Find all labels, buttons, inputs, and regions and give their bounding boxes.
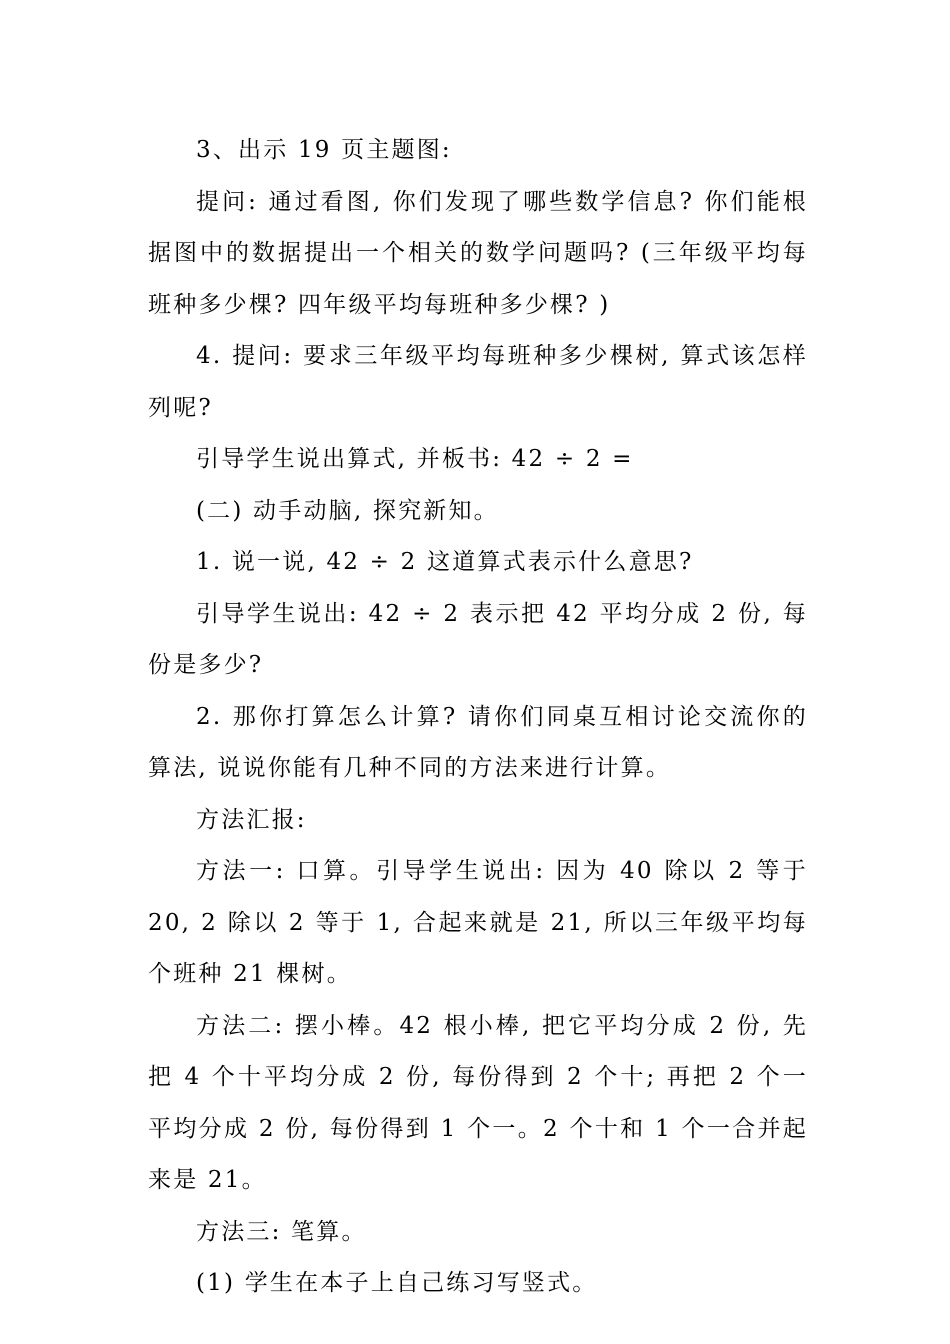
paragraph-method-two: 方法二: 摆小棒。42 根小棒, 把它平均分成 2 份, 先把 4 个十平均分成 2 份, 每份得到 2 个十; 再把 2 个一平均分成 2 份, 每份得到 1 个一。2 个十和 1 个一合并起来是 21。 bbox=[148, 1012, 808, 1193]
paragraph-method-three: 方法三: 笔算。 bbox=[196, 1218, 367, 1245]
paragraph-meaning: 1. 说一说, 42 ÷ 2 这道算式表示什么意思? bbox=[196, 549, 694, 575]
paragraph-step-4: 4. 提问: 要求三年级平均每班种多少棵树, 算式该怎样列呢? bbox=[148, 343, 808, 421]
paragraph-step-3: 3、出示 19 页主题图: bbox=[196, 137, 452, 163]
paragraph-written-practice: (1) 学生在本子上自己练习写竖式。 bbox=[196, 1270, 598, 1296]
paragraph-discussion: 2. 那你打算怎么计算? 请你们同桌互相讨论交流你的算法, 说说你能有几种不同的方法来进行计算。 bbox=[148, 703, 808, 781]
document-body bbox=[148, 125, 808, 1310]
paragraph-methods-heading: 方法汇报: bbox=[196, 806, 307, 833]
paragraph-question-intro: 提问: 通过看图, 你们发现了哪些数学信息? 你们能根据图中的数据提出一个相关的数学问题吗? (三年级平均每班种多少棵? 四年级平均每班种多少棵? ) bbox=[148, 188, 808, 318]
paragraph-formula: 引导学生说出算式, 并板书: 42 ÷ 2 = bbox=[196, 446, 634, 472]
section-heading-explore: (二) 动手动脑, 探究新知。 bbox=[196, 497, 499, 524]
paragraph-method-one: 方法一: 口算。引导学生说出: 因为 40 除以 2 等于 20, 2 除以 2 等于 1, 合起来就是 21, 所以三年级平均每个班种 21 棵树。 bbox=[148, 858, 808, 987]
paragraph-meaning-answer: 引导学生说出: 42 ÷ 2 表示把 42 平均分成 2 份, 每份是多少? bbox=[148, 600, 808, 678]
